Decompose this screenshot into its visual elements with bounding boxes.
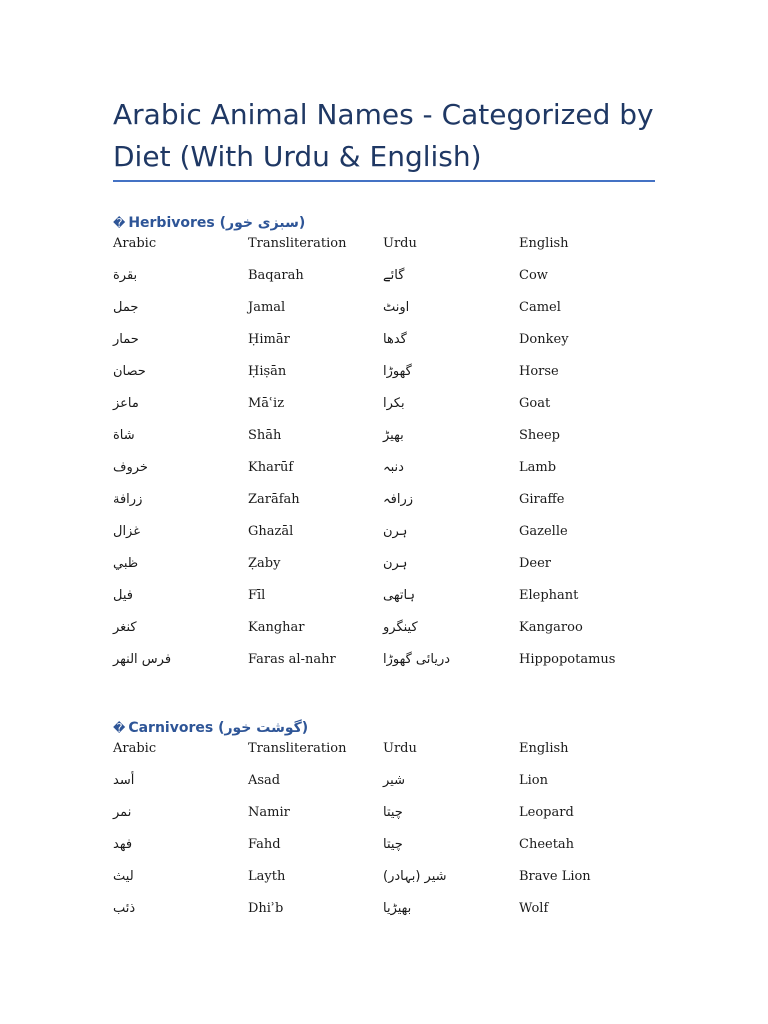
english-cell: Goat [519, 396, 551, 411]
urdu-cell: اونٹ [383, 300, 410, 315]
transliteration-cell: Ghazāl [248, 524, 294, 539]
urdu-cell: کینگرو [383, 620, 418, 635]
arabic-cell: فرس النهر [113, 652, 172, 667]
transliteration-cell: Namir [248, 805, 290, 820]
transliteration-cell: Faras al-nahr [248, 652, 336, 667]
arabic-cell: فهد [113, 837, 133, 852]
transliteration-cell: Kharūf [248, 460, 294, 475]
column-header-english: English [519, 741, 569, 756]
english-cell: Donkey [519, 332, 569, 347]
transliteration-cell: Dhiʾb [248, 901, 284, 916]
herbivores-urdu-label: (سبزی خور) [219, 215, 306, 231]
transliteration-cell: Baqarah [248, 268, 304, 283]
english-cell: Gazelle [519, 524, 568, 539]
column-header-arabic: Arabic [113, 236, 157, 251]
urdu-cell: گائے [383, 268, 405, 283]
carnivores-label: Carnivores [128, 720, 214, 736]
table-row [113, 490, 655, 522]
table-header-row [113, 234, 655, 266]
table-row [113, 835, 655, 867]
english-cell: Lamb [519, 460, 557, 475]
table-row [113, 330, 655, 362]
table-row [113, 266, 655, 298]
urdu-cell: بھیڑ [383, 428, 404, 443]
column-header-urdu: Urdu [383, 741, 417, 756]
english-cell: Cheetah [519, 837, 575, 852]
missing-glyph-icon: � [113, 216, 126, 230]
urdu-cell: ہاتھی [383, 588, 416, 603]
arabic-cell: غزال [113, 524, 141, 539]
arabic-cell: ليث [113, 869, 134, 884]
arabic-cell: فيل [113, 588, 133, 603]
english-cell: Horse [519, 364, 559, 379]
urdu-cell: ہرن [383, 524, 408, 539]
table-row [113, 522, 655, 554]
transliteration-cell: Zarāfah [248, 492, 300, 507]
table-row [113, 899, 655, 931]
arabic-cell: شاة [113, 428, 135, 443]
arabic-cell: خروف [113, 460, 148, 475]
arabic-cell: كنغر [113, 620, 137, 635]
carnivores-heading [113, 717, 655, 739]
urdu-cell: گدھا [383, 332, 407, 347]
transliteration-cell: Fīl [248, 588, 266, 603]
transliteration-cell: Kanghar [248, 620, 305, 635]
urdu-cell: گھوڑا [383, 364, 412, 379]
table-row [113, 803, 655, 835]
urdu-cell: بھیڑیا [383, 901, 412, 916]
table-row [113, 554, 655, 586]
herbivores-rows [113, 266, 655, 682]
transliteration-cell: Ẓaby [248, 556, 281, 571]
column-header-transliteration: Transliteration [248, 236, 347, 251]
english-cell: Wolf [519, 901, 549, 916]
table-row [113, 426, 655, 458]
english-cell: Lion [519, 773, 548, 788]
column-header-arabic: Arabic [113, 741, 157, 756]
arabic-cell: جمل [113, 300, 139, 315]
arabic-cell: حصان [113, 364, 146, 379]
urdu-cell: زرافہ [383, 492, 413, 507]
table-row [113, 362, 655, 394]
english-cell: Camel [519, 300, 561, 315]
urdu-cell: ہرن [383, 556, 408, 571]
arabic-cell: ظبي [113, 556, 139, 571]
urdu-cell: دریائی گھوڑا [383, 652, 451, 667]
table-row [113, 618, 655, 650]
arabic-cell: ذئب [113, 901, 136, 916]
english-cell: Kangaroo [519, 620, 583, 635]
transliteration-cell: Fahd [248, 837, 281, 852]
table-row [113, 867, 655, 899]
transliteration-cell: Asad [248, 773, 281, 788]
english-cell: Leopard [519, 805, 574, 820]
arabic-cell: ماعز [113, 396, 139, 411]
english-cell: Cow [519, 268, 548, 283]
english-cell: Sheep [519, 428, 560, 443]
urdu-cell: چیتا [383, 805, 403, 820]
english-cell: Brave Lion [519, 869, 591, 884]
transliteration-cell: Ḥiṣān [248, 364, 287, 379]
arabic-cell: بقرة [113, 268, 138, 283]
transliteration-cell: Shāh [248, 428, 282, 443]
urdu-cell: دنبہ [383, 460, 404, 475]
carnivores-urdu-label: (گوشت خور) [218, 720, 309, 736]
transliteration-cell: Ḥimār [248, 332, 290, 347]
title-underline [113, 180, 655, 182]
herbivores-label: Herbivores [128, 215, 215, 231]
urdu-cell: بکرا [383, 396, 405, 411]
transliteration-cell: Māʿiz [248, 396, 285, 411]
arabic-cell: نمر [113, 805, 132, 820]
english-cell: Hippopotamus [519, 652, 616, 667]
table-row [113, 298, 655, 330]
table-header-row [113, 739, 655, 771]
urdu-cell: شیر [383, 773, 405, 788]
column-header-urdu: Urdu [383, 236, 417, 251]
arabic-cell: أسد [113, 773, 135, 788]
table-row [113, 650, 655, 682]
urdu-cell: شیر (بہادر) [383, 869, 447, 884]
arabic-cell: حمار [113, 332, 139, 347]
column-header-transliteration: Transliteration [248, 741, 347, 756]
table-row [113, 771, 655, 803]
herbivores-heading [113, 212, 655, 234]
column-header-english: English [519, 236, 569, 251]
herbivores-section [113, 212, 655, 682]
table-row [113, 586, 655, 618]
table-row [113, 458, 655, 490]
transliteration-cell: Layth [248, 869, 286, 884]
english-cell: Elephant [519, 588, 579, 603]
missing-glyph-icon: � [113, 721, 126, 735]
english-cell: Deer [519, 556, 552, 571]
arabic-cell: زرافة [113, 492, 143, 507]
urdu-cell: چیتا [383, 837, 403, 852]
transliteration-cell: Jamal [248, 300, 286, 315]
table-row [113, 394, 655, 426]
carnivores-rows [113, 771, 655, 931]
carnivores-section [113, 717, 655, 931]
english-cell: Giraffe [519, 492, 565, 507]
page-title: Arabic Animal Names - Categorized by Diet (With Urdu & English) [113, 98, 654, 173]
